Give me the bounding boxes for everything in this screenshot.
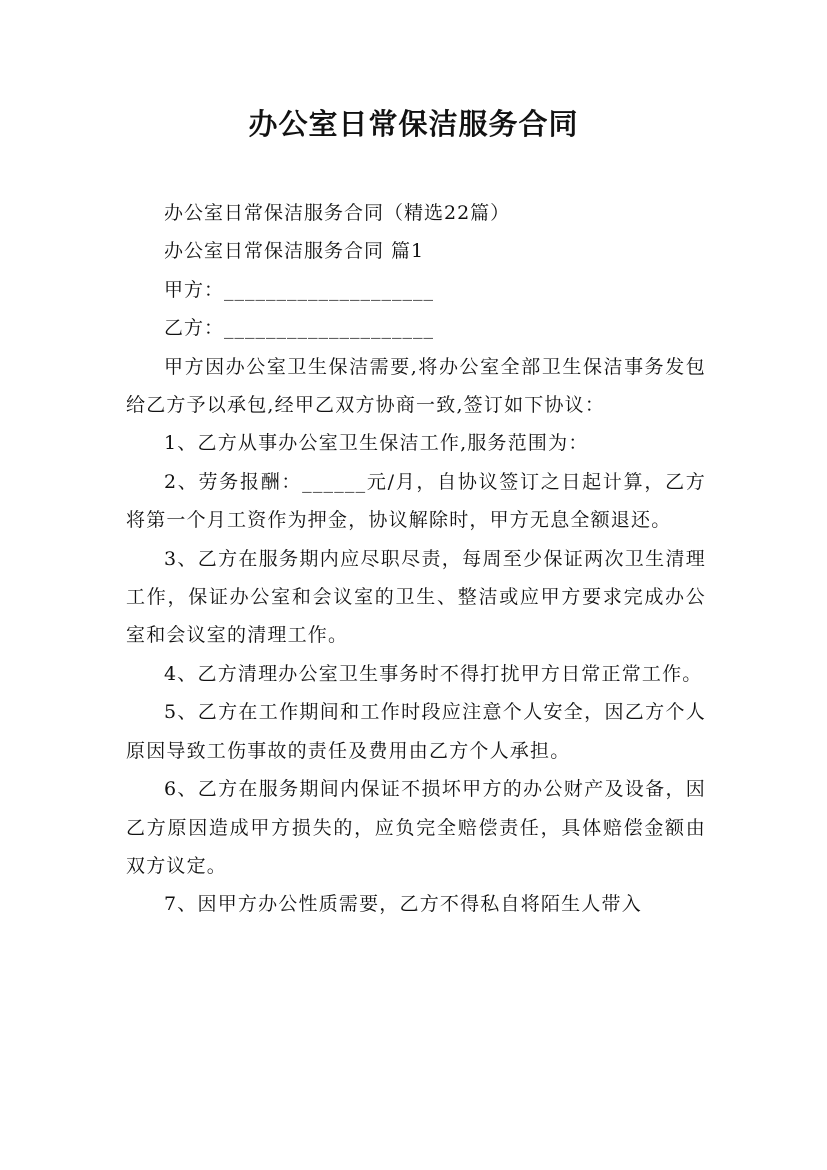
document-body [126,194,706,924]
document-title: 办公室日常保洁服务合同 [248,107,579,141]
party-b-line: 乙方：____________________ [164,317,435,340]
clause-2: 2、劳务报酬：______元/月，自协议签订之日起计算，乙方将第一个月工资作为押金，协议解除时，甲方无息全额退还。 [126,470,706,532]
paragraph-intro: 甲方因办公室卫生保洁需要,将办公室全部卫生保洁事务发包给乙方予以承包,经甲乙双方协商一致,签订如下协议： [126,355,706,417]
clause-7: 7、因甲方办公性质需要，乙方不得私自将陌生人带入 [164,893,642,916]
clause-6: 6、乙方在服务期间内保证不损坏甲方的办公财产及设备，因乙方原因造成甲方损失的，应负完全赔偿责任，具体赔偿金额由双方议定。 [126,778,706,877]
clause-1: 1、乙方从事办公室卫生保洁工作,服务范围为： [164,432,589,455]
clause-5: 5、乙方在工作期间和工作时段应注意个人安全，因乙方个人原因导致工伤事故的责任及费用由乙方个人承担。 [126,701,706,762]
clause-3: 3、乙方在服务期内应尽职尽责，每周至少保证两次卫生清理工作，保证办公室和会议室的卫生、整洁或应甲方要求完成办公室和会议室的清理工作。 [126,547,706,647]
clause-4: 4、乙方清理办公室卫生事务时不得打扰甲方日常正常工作。 [164,662,703,685]
section-heading: 办公室日常保洁服务合同 篇1 [164,240,425,263]
party-a-line: 甲方：____________________ [164,278,435,301]
document-subtitle: 办公室日常保洁服务合同（精选22篇） [164,202,511,224]
